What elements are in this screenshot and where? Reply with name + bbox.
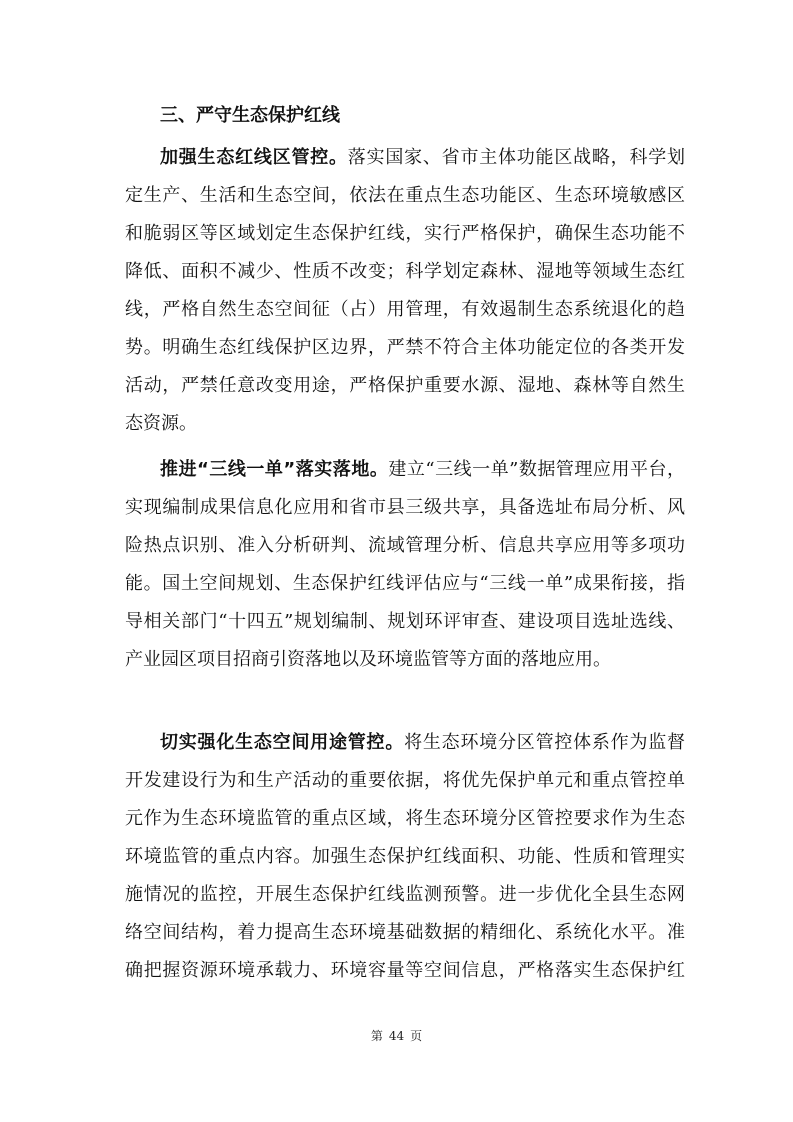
paragraph-line: 活动，严禁任意改变用途，严格保护重要水源、湿地、森林等自然生 [125, 375, 685, 396]
page-footer [0, 1028, 793, 1044]
paragraph-line: 产业园区项目招商引资落地以及环境监管等方面的落地应用。 [125, 649, 611, 670]
paragraph [125, 724, 685, 990]
paragraph-line: 险热点识别、准入分析研判、流域管理分析、信息共享应用等多项功 [125, 535, 685, 556]
section-heading: 三、严守生态保护红线 [160, 105, 340, 126]
paragraph-line: 络空间结构，着力提高生态环境基础数据的精细化、系统化水平。准 [125, 922, 685, 943]
paragraph-line: 环境监管的重点内容。加强生态保护红线面积、功能、性质和管理实 [125, 846, 685, 867]
page-number-suffix: 页 [410, 1029, 423, 1043]
paragraph-line: 推进“三线一单”落实落地。建立“三线一单”数据管理应用平台， [160, 459, 685, 480]
paragraph-line: 线，严格自然生态空间征（占）用管理，有效遏制生态系统退化的趋 [125, 299, 685, 320]
paragraph-lead: 推进“三线一单”落实落地。 [160, 459, 389, 480]
page-number-prefix: 第 [370, 1029, 383, 1043]
paragraph-line: 确把握资源环境承载力、环境容量等空间信息，严格落实生态保护红 [125, 960, 685, 981]
paragraph-line: 能。国土空间规划、生态保护红线评估应与“三线一单”成果衔接，指 [125, 573, 685, 594]
paragraph-line: 开发建设行为和生产活动的重要依据，将优先保护单元和重点管控单 [125, 770, 685, 791]
page-number: 44 [388, 1029, 405, 1043]
paragraph-lead: 切实强化生态空间用途管控。 [160, 732, 405, 753]
paragraph-lead: 加强生态红线区管控。 [160, 147, 348, 168]
paragraph [125, 451, 685, 679]
paragraph-line: 导相关部门“十四五”规划编制、规划环评审查、建设项目选址选线、 [125, 611, 685, 632]
paragraph-line: 态资源。 [125, 413, 197, 434]
paragraph-line: 施情况的监控，开展生态保护红线监测预警。进一步优化全县生态网 [125, 884, 685, 905]
paragraph-line: 切实强化生态空间用途管控。将生态环境分区管控体系作为监督 [160, 732, 685, 753]
paragraph-line: 和脆弱区等区域划定生态保护红线，实行严格保护，确保生态功能不 [125, 223, 685, 244]
paragraph-line: 势。明确生态红线保护区边界，严禁不符合主体功能定位的各类开发 [125, 337, 685, 358]
paragraph [125, 139, 685, 443]
paragraph-line: 降低、面积不减少、性质不改变；科学划定森林、湿地等领域生态红 [125, 261, 685, 282]
paragraph-line: 元作为生态环境监管的重点区域，将生态环境分区管控要求作为生态 [125, 808, 685, 829]
paragraph-line: 实现编制成果信息化应用和省市县三级共享，具备选址布局分析、风 [125, 497, 685, 518]
paragraph-line: 加强生态红线区管控。落实国家、省市主体功能区战略，科学划 [160, 147, 685, 168]
paragraph-line: 定生产、生活和生态空间，依法在重点生态功能区、生态环境敏感区 [125, 185, 685, 206]
